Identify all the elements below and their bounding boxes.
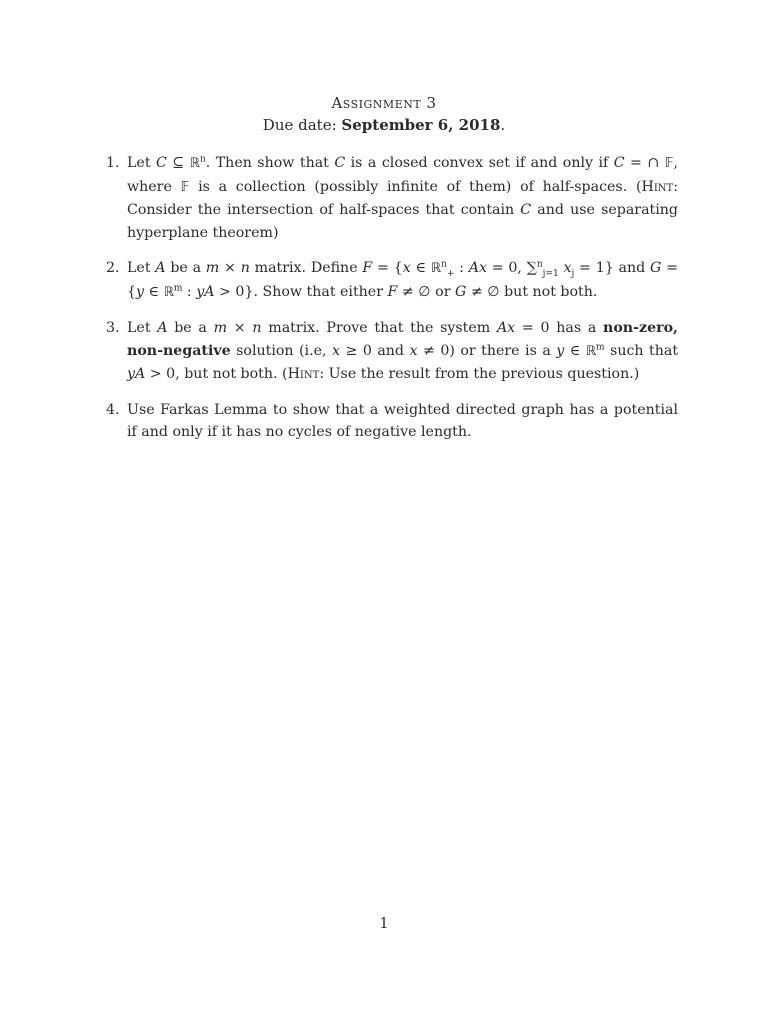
question-item — [106, 399, 678, 444]
subscript: j — [571, 268, 575, 279]
page-number: 1 — [379, 916, 389, 932]
text-segment: = 0 has a — [515, 320, 604, 336]
hint-label: Hint — [287, 366, 320, 382]
math-symbol: C — [155, 155, 167, 171]
text-segment: be a — [165, 260, 206, 276]
text-segment: matrix. Prove that the system — [261, 320, 497, 336]
math-symbol: Ax — [496, 320, 516, 336]
text-segment: such that — [604, 342, 679, 359]
math-symbol: n — [252, 320, 262, 336]
bold-text: non-zero, non-negative — [127, 320, 678, 359]
text-segment: Let — [127, 260, 156, 276]
blackboard-symbol: ℝ — [430, 261, 442, 276]
text-segment: = 1} and — [574, 260, 650, 276]
text-segment: Use Farkas Lemma to show that a weighted directed graph has a potential if and only if it has no cycles of negative length. — [127, 401, 678, 440]
blackboard-symbol: 𝔽 — [180, 179, 190, 195]
question-number: 1. — [106, 155, 120, 171]
question-number: 3. — [106, 320, 120, 336]
subscript: j=1 — [542, 268, 559, 279]
due-date-label: Due date: — [262, 116, 342, 134]
text-segment: be a — [167, 320, 214, 336]
subscript: + — [446, 268, 455, 279]
text-segment: matrix. Define — [249, 260, 363, 276]
superscript: n — [199, 154, 206, 165]
text-segment: ∈ — [564, 342, 586, 359]
hint-label: Hint — [641, 178, 674, 195]
math-symbol: x — [402, 260, 411, 276]
math-symbol: y — [556, 342, 565, 359]
question-item — [106, 317, 678, 386]
math-symbol: A — [157, 320, 168, 336]
question-number: 2. — [106, 260, 120, 276]
superscript: n — [441, 259, 447, 270]
question-text — [127, 260, 678, 300]
math-symbol: n — [240, 260, 250, 276]
superscript: n — [536, 259, 543, 270]
text-segment: , where — [127, 155, 679, 195]
text-segment: = ∩ — [624, 155, 665, 171]
text-segment: > 0, but not both. ( — [145, 366, 288, 382]
text-segment: is a closed convex set if and only if — [345, 155, 614, 171]
text-segment: . Then show that — [205, 155, 335, 171]
math-symbol: G — [649, 260, 662, 276]
text-segment: ≠ 0) or there is a — [417, 342, 557, 359]
question-text — [127, 402, 678, 441]
math-symbol: F — [362, 260, 373, 276]
text-segment: > 0}. Show that either — [214, 283, 388, 300]
text-segment: is a collection (possibly infinite of them) of half-spaces. ( — [189, 178, 642, 195]
due-date-line — [0, 114, 768, 136]
question-text — [127, 155, 678, 241]
question-item — [106, 257, 678, 304]
text-segment: Let — [127, 155, 156, 171]
math-symbol: y — [136, 283, 145, 300]
text-segment: : Use the result from the previous question.) — [319, 366, 640, 382]
math-symbol: A — [155, 260, 166, 276]
text-segment: : Consider the intersection of half-spaces that contain — [127, 178, 679, 218]
assignment-title: Assignment 3 — [331, 94, 437, 112]
blackboard-symbol: 𝔽 — [664, 156, 674, 171]
math-symbol: C — [520, 202, 532, 218]
text-segment: ∈ — [410, 260, 431, 276]
blackboard-symbol: ℝ — [189, 156, 200, 171]
blackboard-symbol: ℝ — [163, 284, 174, 300]
math-symbol: F — [387, 283, 398, 300]
math-symbol: m — [205, 260, 220, 276]
math-symbol: C — [613, 155, 625, 171]
text-segment: ≠ ∅ or — [397, 283, 455, 300]
text-segment: ∈ — [144, 283, 164, 300]
text-segment: ≠ ∅ but not both. — [466, 283, 598, 300]
assignment-header — [0, 92, 768, 136]
superscript: m — [596, 341, 605, 352]
text-segment: : — [454, 260, 469, 276]
text-segment: and use separating hyperplane theorem) — [127, 202, 678, 241]
math-symbol: C — [334, 155, 346, 171]
question-item — [106, 152, 678, 244]
question-list — [106, 152, 678, 457]
due-date-value: September 6, 2018 — [341, 116, 501, 134]
text-segment: × — [227, 320, 253, 336]
math-symbol: x — [331, 342, 340, 359]
math-symbol: x — [563, 260, 572, 276]
math-symbol: G — [454, 283, 467, 300]
math-symbol: yA — [196, 283, 215, 300]
due-date-period: . — [500, 116, 506, 134]
math-symbol: Ax — [468, 260, 487, 276]
math-symbol: m — [213, 320, 228, 336]
math-symbol: x — [409, 342, 418, 359]
text-segment: ≥ 0 and — [340, 342, 410, 359]
question-text — [127, 320, 678, 382]
text-segment: = 0, ∑ — [486, 260, 537, 276]
text-segment: Let — [127, 320, 158, 336]
text-segment: = { — [127, 260, 678, 300]
text-segment: × — [219, 260, 241, 276]
math-symbol: yA — [127, 366, 146, 382]
text-segment: solution (i.e, — [230, 342, 332, 359]
blackboard-symbol: ℝ — [585, 343, 597, 359]
text-segment: ⊆ — [166, 155, 190, 171]
question-number: 4. — [106, 401, 120, 418]
text-segment: = { — [372, 260, 403, 276]
text-segment: : — [182, 283, 197, 300]
superscript: m — [173, 282, 183, 293]
